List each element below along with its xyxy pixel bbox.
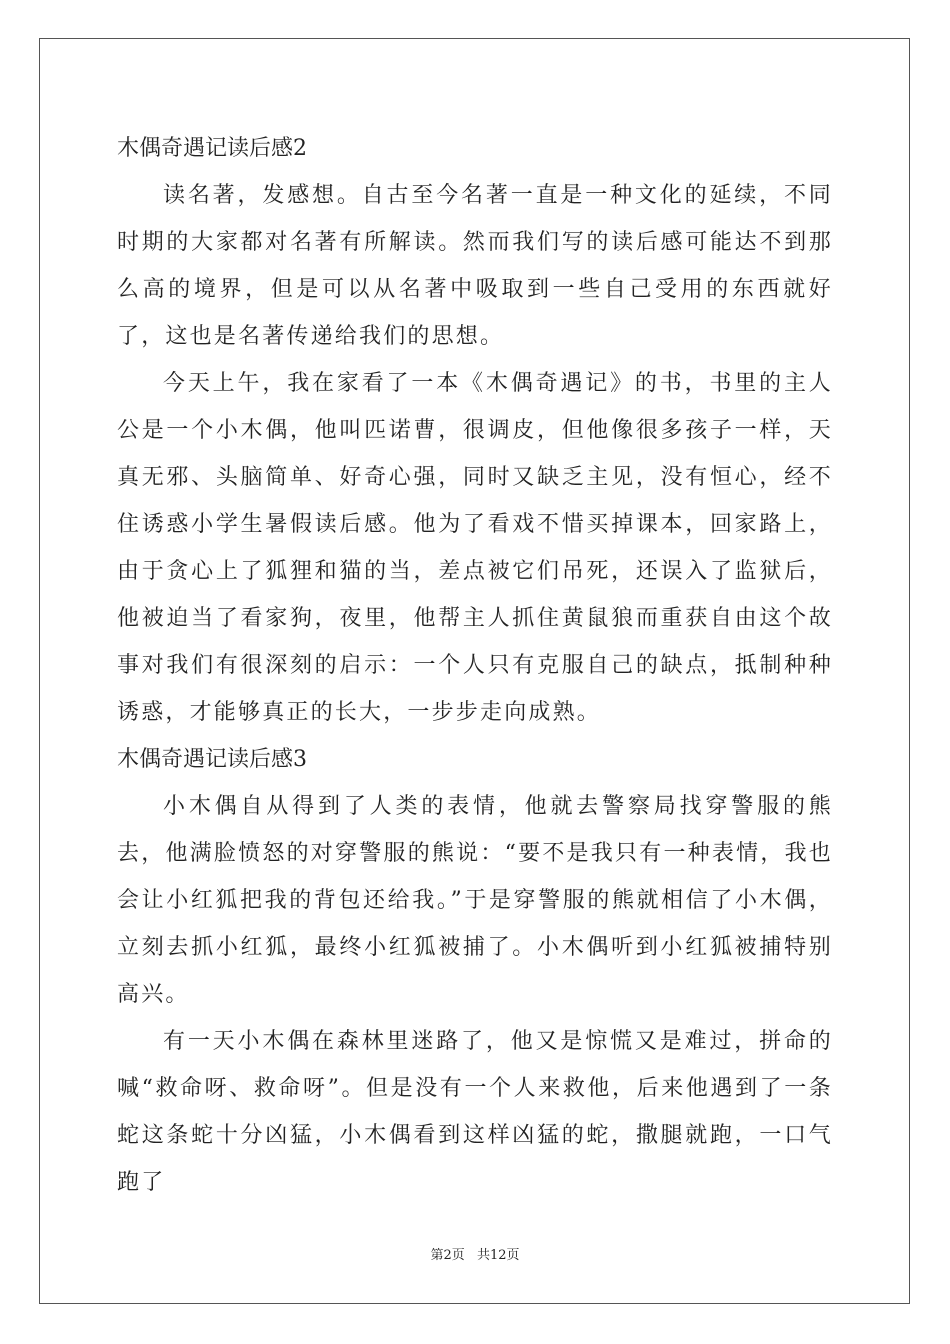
section-heading: 木偶奇遇记读后感2 <box>117 136 307 161</box>
section-heading: 木偶奇遇记读后感3 <box>117 747 307 772</box>
page-number: 第2页 <box>430 1248 465 1263</box>
section-3 <box>117 736 833 1206</box>
section-2 <box>117 125 833 736</box>
document-body <box>117 125 833 1206</box>
paragraph: 今天上午，我在家看了一本《木偶奇遇记》的书，书里的主人公是一个小木偶，他叫匹诺曹，很调皮，但他像很多孩子一样，天真无邪、头脑简单、好奇心强，同时又缺乏主见，没有恒心，经不住诱惑小学生暑假读后感。他为了看戏不惜买掉课本，回家路上，由于贪心上了狐狸和猫的当，差点被它们吊死，还误入了监狱后，他被迫当了看家狗，夜里，他帮主人抓住黄鼠狼而重获自由这个故事对我们有很深刻的启示：一个人只有克服自己的缺点，抵制种种诱惑，才能够真正的长大，一步步走向成熟。 <box>117 371 833 725</box>
paragraph: 小木偶自从得到了人类的表情，他就去警察局找穿警服的熊去，他满脸愤怒的对穿警服的熊说：“要不是我只有一种表情，我也会让小红狐把我的背包还给我。”于是穿警服的熊就相信了小木偶，立刻去抓小红狐，最终小红狐被捕了。小木偶听到小红狐被捕特别高兴。 <box>117 794 833 1007</box>
page-footer <box>0 1244 950 1263</box>
paragraph: 读名著，发感想。自古至今名著一直是一种文化的延续，不同时期的大家都对名著有所解读。然而我们写的读后感可能达不到那么高的境界，但是可以从名著中吸取到一些自己受用的东西就好了，这也是名著传递给我们的思想。 <box>117 183 833 349</box>
page-total: 共12页 <box>476 1248 520 1263</box>
paragraph: 有一天小木偶在森林里迷路了，他又是惊慌又是难过，拼命的喊“救命呀、救命呀”。但是没有一个人来救他，后来他遇到了一条蛇这条蛇十分凶猛，小木偶看到这样凶猛的蛇，撒腿就跑，一口气跑了 <box>117 1029 833 1195</box>
